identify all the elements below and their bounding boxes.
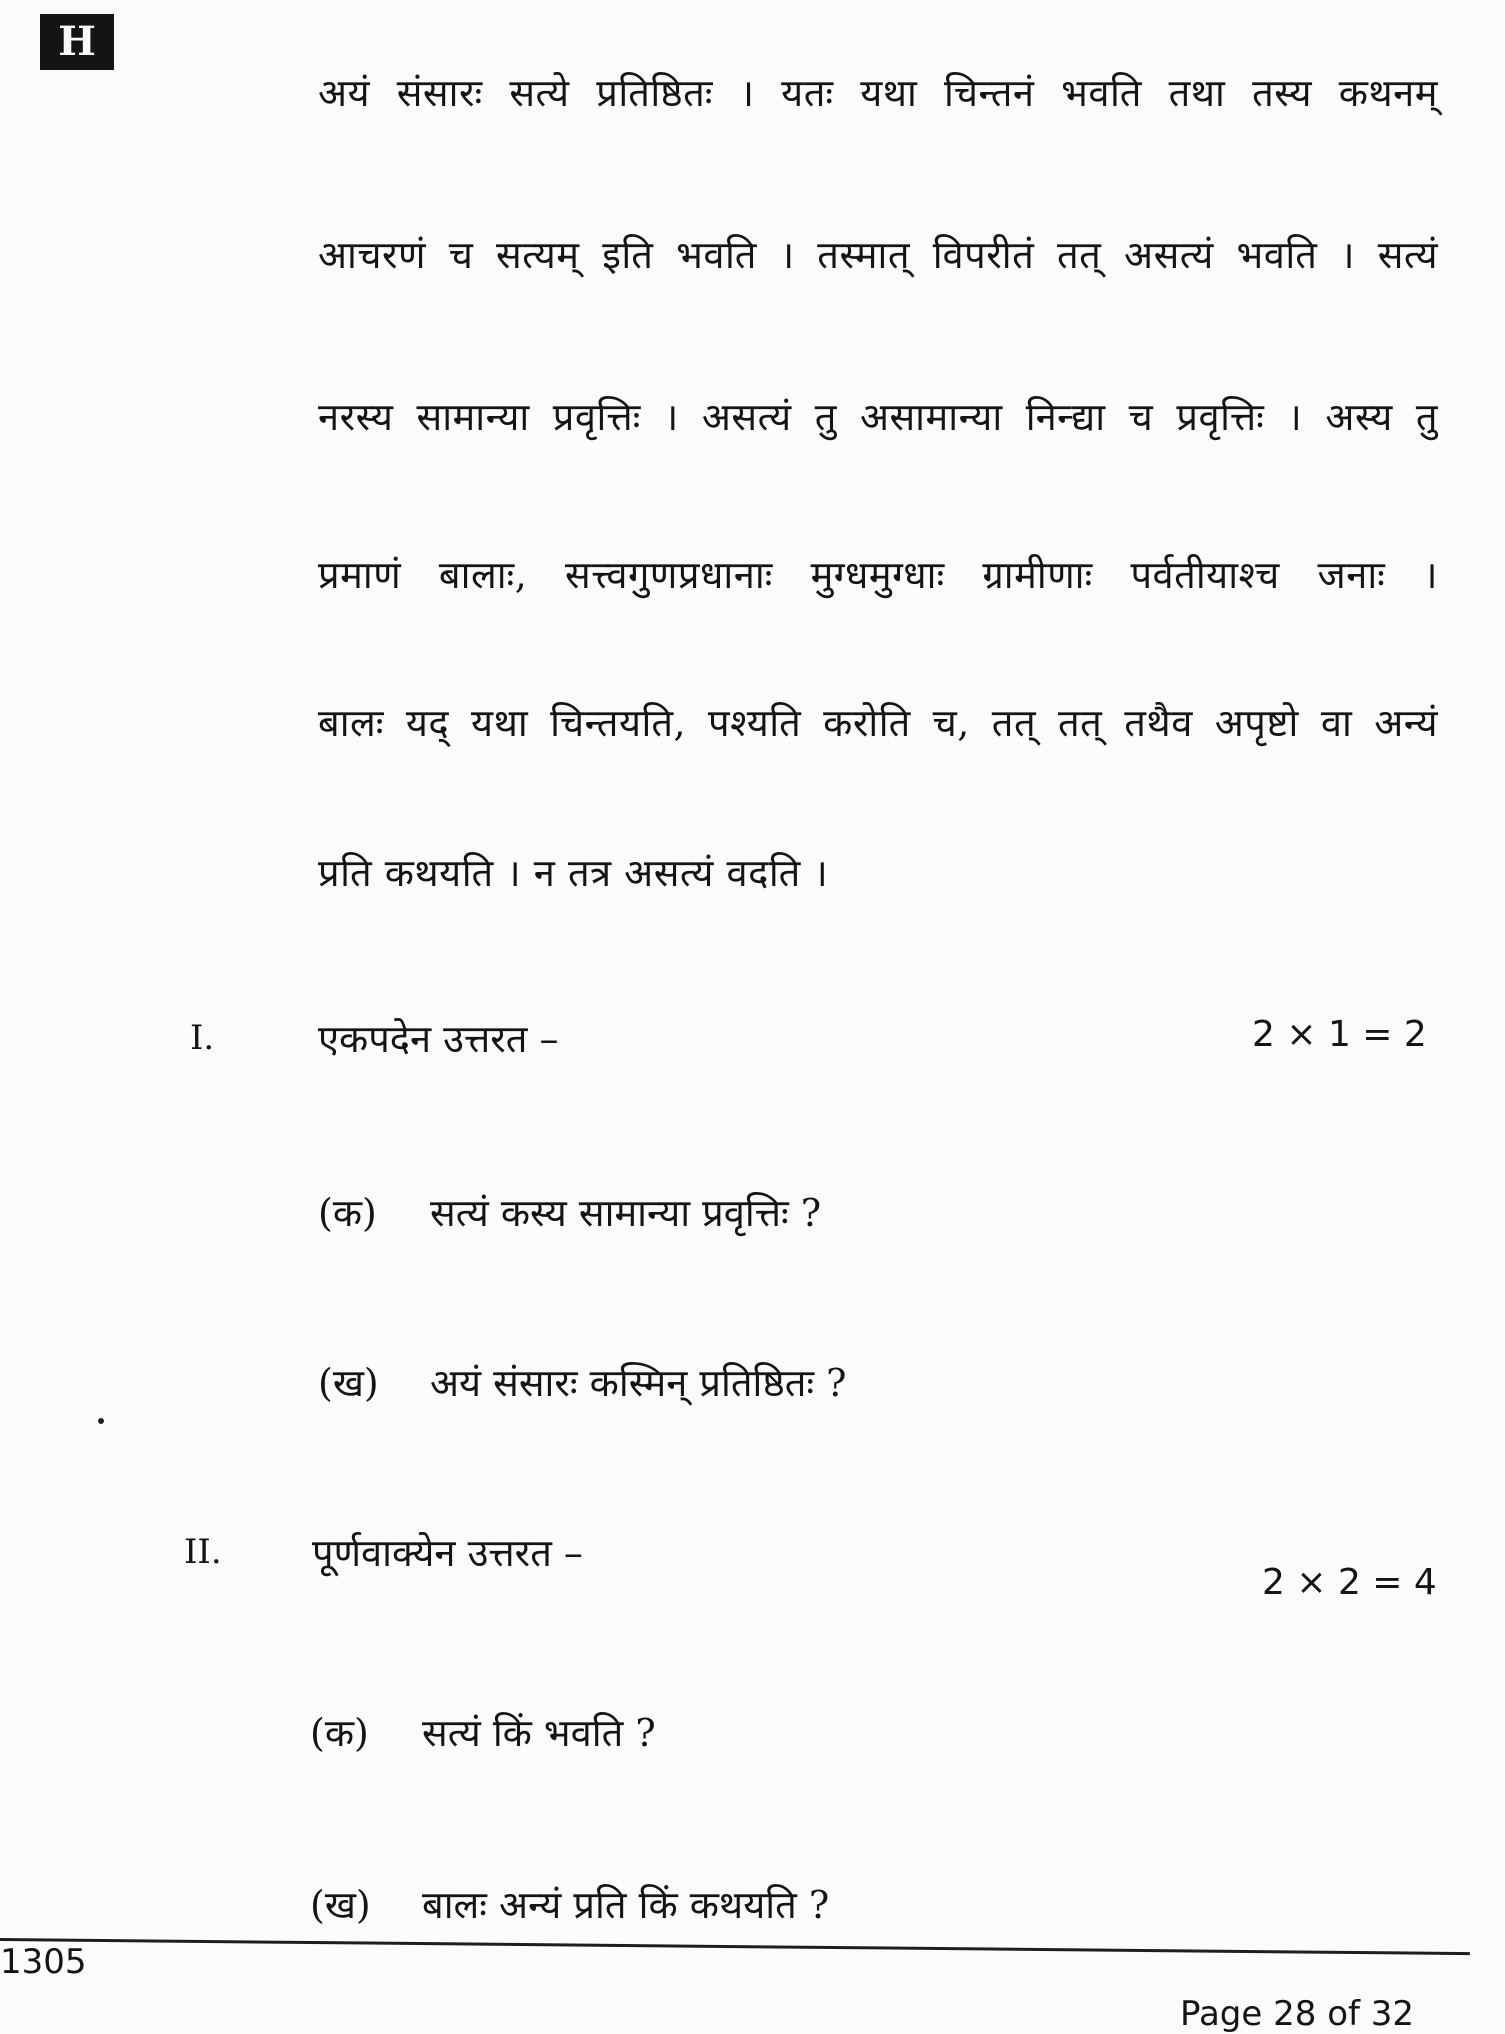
sub-question <box>310 1706 656 1758</box>
marks-label: 2 × 2 = 4 <box>1262 1562 1437 1603</box>
passage-line: बालः यद् यथा चिन्तयति, पश्यति करोति च, तत् तत् तथैव अपृष्टो वा अन्यं <box>318 701 1438 745</box>
set-tag: H <box>40 14 114 70</box>
passage-line: प्रमाणं बालाः, सत्त्वगुणप्रधानाः मुग्धमुग्धाः ग्रामीणाः पर्वतीयाश्च जनाः । <box>318 553 1438 597</box>
sub-question-label: (क) <box>310 1711 369 1755</box>
sub-question-text: सत्यं किं भवति ? <box>422 1711 656 1755</box>
sub-question-label: (क) <box>318 1191 377 1235</box>
question-number: I. <box>190 1018 215 1058</box>
sub-question <box>318 1356 847 1408</box>
footer-rule <box>0 1938 1470 1955</box>
sub-question-text: बालः अन्यं प्रति किं कथयति ? <box>422 1883 830 1927</box>
sub-question <box>310 1878 829 1930</box>
question-number: II. <box>184 1532 222 1572</box>
scan-speck <box>98 1418 104 1424</box>
passage-line: प्रति कथयति । न तत्र असत्यं वदति । <box>318 851 829 895</box>
sub-question <box>318 1186 821 1238</box>
sub-question-label: (ख) <box>318 1361 379 1405</box>
passage-line: अयं संसारः सत्ये प्रतिष्ठितः । यतः यथा चिन्तनं भवति तथा तस्य कथनम् <box>318 71 1438 115</box>
page-number: Page 28 of 32 <box>1180 1994 1415 2034</box>
sub-question-text: सत्यं कस्य सामान्या प्रवृत्तिः ? <box>430 1191 822 1235</box>
question-prompt: पूर्णवाक्येन उत्तरत – <box>312 1531 583 1575</box>
marks-label: 2 × 1 = 2 <box>1252 1014 1427 1055</box>
passage-line: नरस्य सामान्या प्रवृत्तिः । असत्यं तु असामान्या निन्द्या च प्रवृत्तिः । अस्य तु <box>318 395 1438 439</box>
paper-code: 1305 <box>0 1942 87 1982</box>
question-prompt: एकपदेन उत्तरत – <box>318 1017 559 1061</box>
sub-question-label: (ख) <box>310 1883 371 1927</box>
sub-question-text: अयं संसारः कस्मिन् प्रतिष्ठितः ? <box>430 1361 847 1405</box>
passage-line: आचरणं च सत्यम् इति भवति । तस्मात् विपरीतं तत् असत्यं भवति । सत्यं <box>318 233 1438 277</box>
